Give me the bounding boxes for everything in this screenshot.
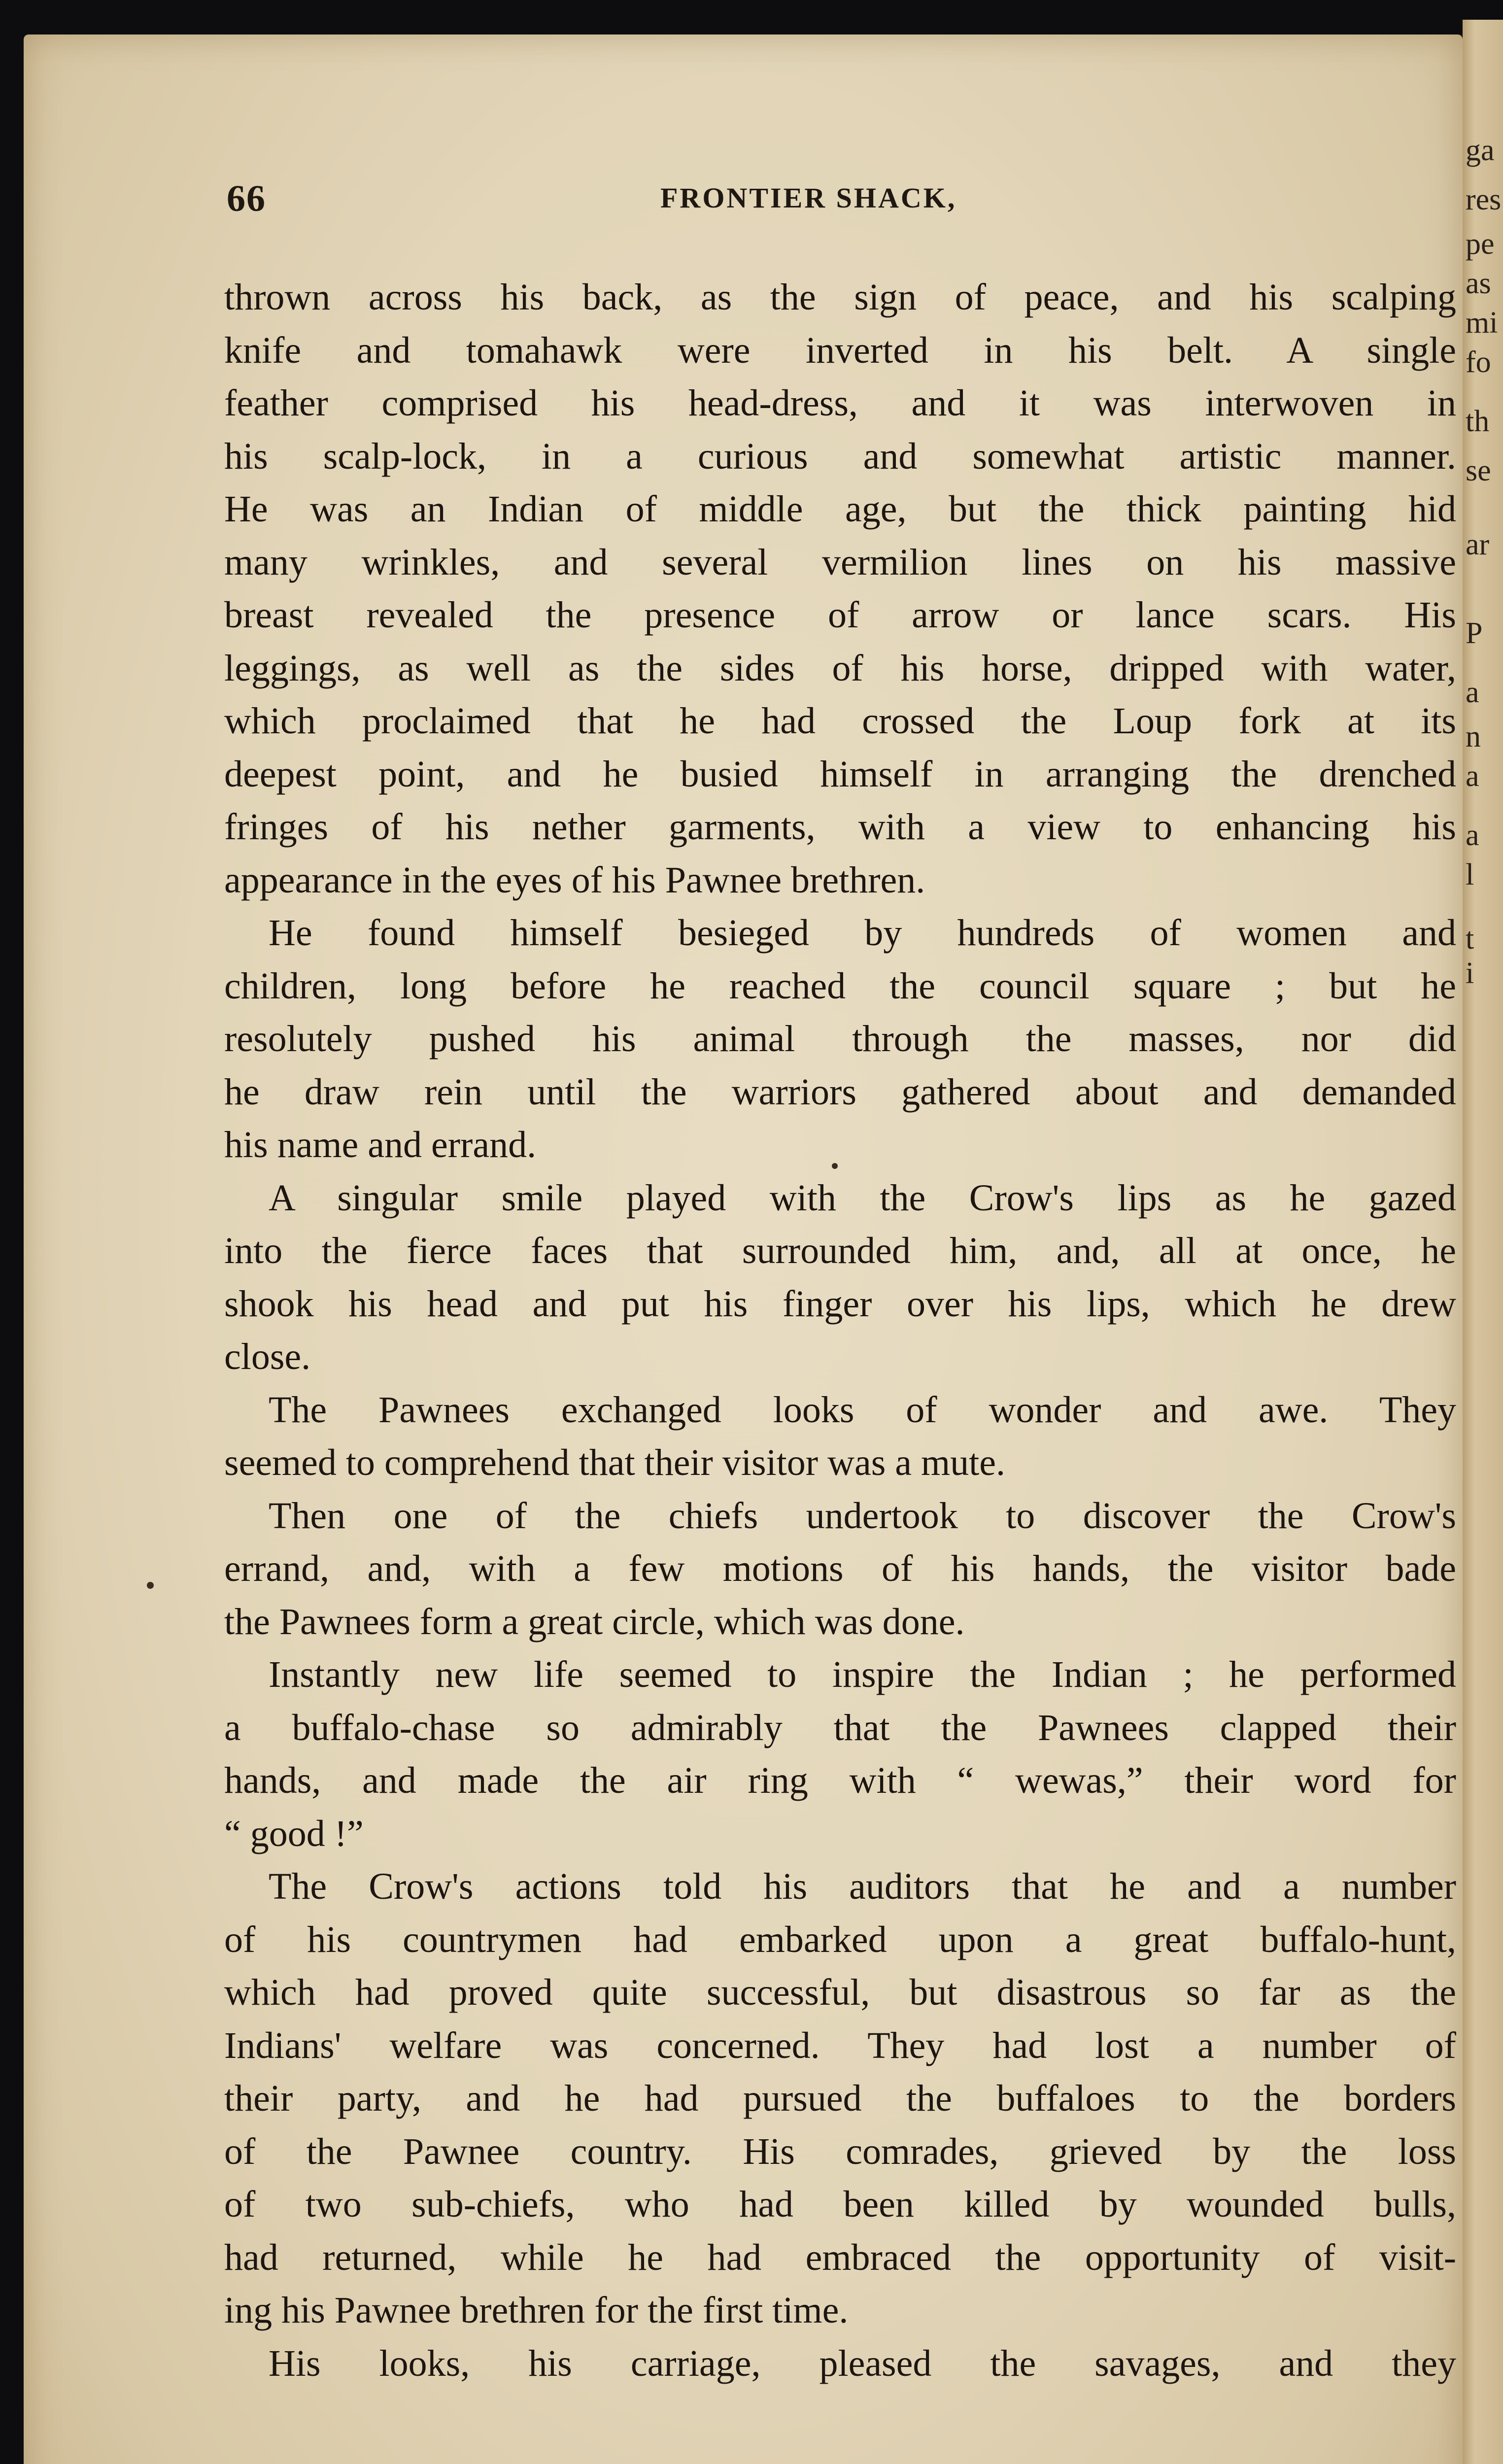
text-line: Then one of the chiefs undertook to discover the Crow's: [269, 1495, 1456, 1537]
facing-page-fragment: se: [1466, 454, 1491, 487]
facing-page-fragment: res: [1466, 183, 1502, 216]
text-line: which proclaimed that he had crossed the Loup fork at its: [224, 700, 1456, 742]
text-line: The Pawnees exchanged looks of wonder and awe. They: [269, 1389, 1456, 1431]
text-line: fringes of his nether garments, with a view to enhancing his: [224, 806, 1456, 848]
body-text: [224, 271, 1456, 2390]
text-line: his name and errand.: [224, 1124, 537, 1165]
text-line: thrown across his back, as the sign of peace, and his scalping: [224, 276, 1456, 318]
facing-page-fragment: a: [1466, 819, 1479, 852]
facing-page-fragment: t: [1466, 922, 1474, 956]
facing-page-fragment: l: [1466, 858, 1474, 891]
text-line: a buffalo-chase so admirably that the Pawnees clapped their: [224, 1707, 1456, 1748]
text-line: “ good !”: [224, 1813, 364, 1854]
text-line: feather comprised his head-dress, and it was interwoven in: [224, 382, 1456, 424]
text-line: into the fierce faces that surrounded him, and, all at once, he: [224, 1230, 1456, 1271]
facing-page-fragment: a: [1466, 759, 1479, 793]
page-number: 66: [227, 178, 266, 219]
facing-page-fragment: as: [1466, 267, 1491, 300]
ink-speck: [147, 1582, 154, 1589]
text-line: of two sub-chiefs, who had been killed by wounded bulls,: [224, 2184, 1456, 2225]
text-line: had returned, while he had embraced the opportunity of visit-: [224, 2236, 1456, 2278]
text-line: many wrinkles, and several vermilion lines on his massive: [224, 541, 1456, 583]
text-line: deepest point, and he busied himself in arranging the drenched: [224, 753, 1456, 795]
page-header: [227, 177, 1449, 227]
text-line: of his countrymen had embarked upon a great buffalo-hunt,: [224, 1918, 1456, 1960]
text-line: knife and tomahawk were inverted in his belt. A single: [224, 329, 1456, 371]
text-line: their party, and he had pursued the buffaloes to the borders: [224, 2078, 1456, 2119]
text-line: errand, and, with a few motions of his hands, the visitor bade: [224, 1548, 1456, 1589]
text-line: of the Pawnee country. His comrades, grieved by the loss: [224, 2130, 1456, 2172]
text-line: hands, and made the air ring with “ wewas,” their word for: [224, 1760, 1456, 1801]
text-line: He found himself besieged by hundreds of women and: [269, 912, 1456, 954]
text-line: The Crow's actions told his auditors that he and a number: [269, 1866, 1456, 1907]
text-line: his scalp-lock, in a curious and somewhat artistic manner.: [224, 435, 1456, 477]
facing-page-fragment: fo: [1466, 345, 1491, 379]
text-line: breast revealed the presence of arrow or lance scars. His: [224, 594, 1456, 636]
text-line: Instantly new life seemed to inspire the Indian ; he performed: [269, 1654, 1456, 1695]
facing-page-fragment: a: [1466, 676, 1479, 709]
text-line: appearance in the eyes of his Pawnee brethren.: [224, 859, 925, 901]
text-line: children, long before he reached the council square ; but he: [224, 965, 1456, 1007]
facing-page-edge: [1463, 20, 1503, 2464]
facing-page-fragment: ga: [1466, 134, 1495, 167]
text-line: His looks, his carriage, pleased the savages, and they: [269, 2342, 1456, 2384]
facing-page-fragment: n: [1466, 720, 1481, 753]
text-line: he draw rein until the warriors gathered about and demanded: [224, 1071, 1456, 1113]
text-line: leggings, as well as the sides of his horse, dripped with water,: [224, 647, 1456, 689]
facing-page-fragment: i: [1466, 957, 1474, 990]
facing-page-fragment: th: [1466, 405, 1490, 438]
text-line: ing his Pawnee brethren for the first time.: [224, 2290, 849, 2331]
running-head: FRONTIER SHACK,: [660, 182, 957, 214]
text-line: close.: [224, 1336, 311, 1377]
facing-page-fragment: mi: [1466, 306, 1498, 340]
text-line: He was an Indian of middle age, but the thick painting hid: [224, 488, 1456, 530]
text-line: which had proved quite successful, but disastrous so far as the: [224, 1972, 1456, 2013]
text-line: the Pawnees form a great circle, which was done.: [224, 1601, 965, 1643]
text-line: seemed to comprehend that their visitor was a mute.: [224, 1442, 1005, 1483]
text-line: A singular smile played with the Crow's lips as he gazed: [269, 1177, 1456, 1219]
text-line: Indians' welfare was concerned. They had lost a number of: [224, 2024, 1456, 2066]
facing-page-fragment: ar: [1466, 528, 1490, 561]
text-line: resolutely pushed his animal through the masses, nor did: [224, 1018, 1456, 1060]
facing-page-fragment: pe: [1466, 227, 1495, 261]
text-line: shook his head and put his finger over his lips, which he drew: [224, 1283, 1456, 1325]
facing-page-fragment: P: [1466, 616, 1483, 650]
